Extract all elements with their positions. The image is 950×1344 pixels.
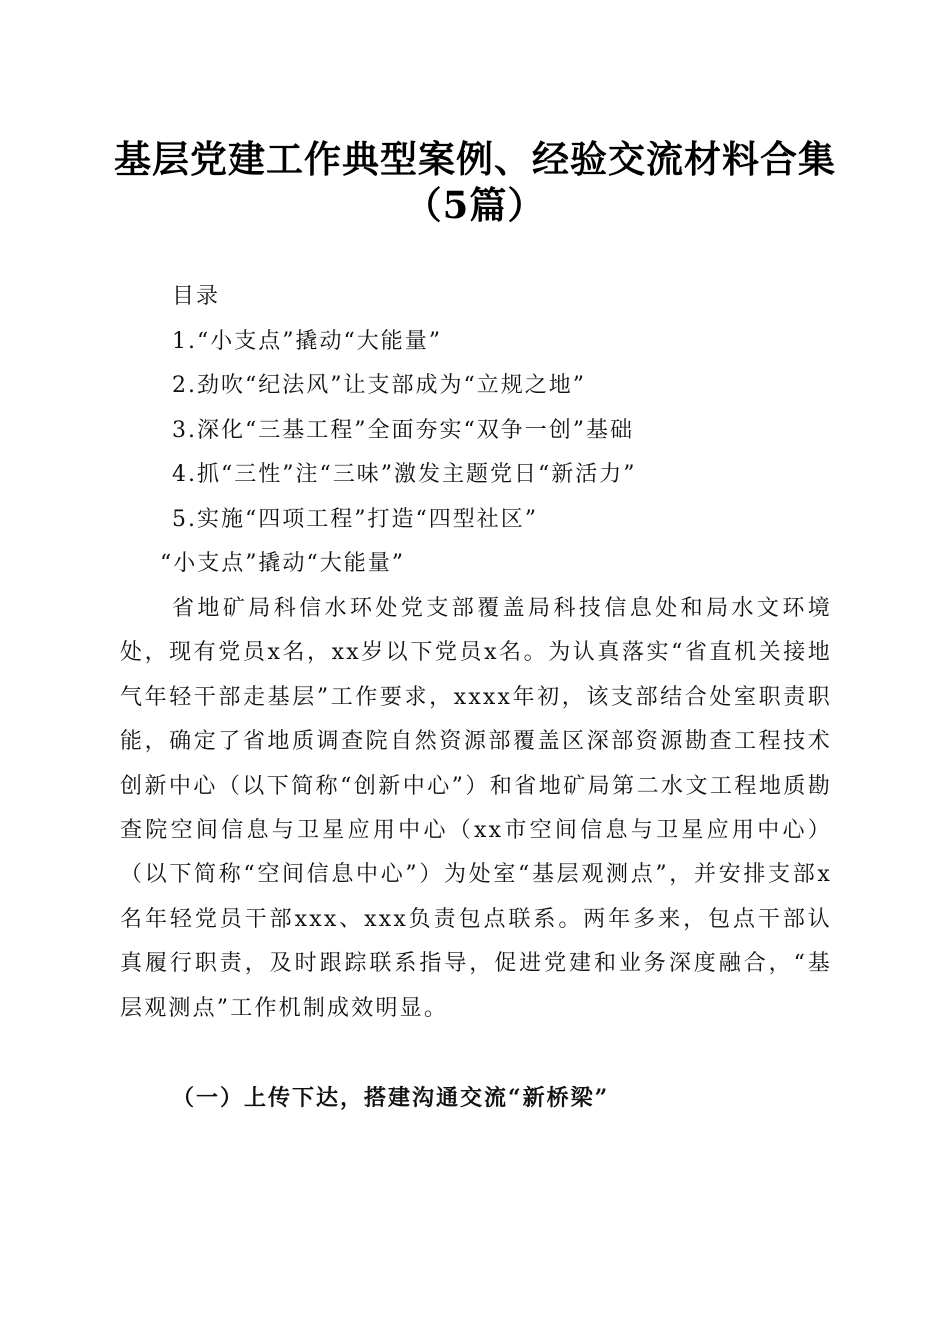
toc-item: 3.深化“三基工程”全面夯实“双争一创”基础 [172,418,634,443]
toc-item: 5.实施“四项工程”打造“四型社区” [172,507,538,532]
toc-label: 目录 [172,284,221,309]
document-title-count: （5篇） [404,183,546,227]
toc-item: 4.抓“三性”注“三味”激发主题党日“新活力” [172,462,637,487]
body-paragraph: 省地矿局科信水环处党支部覆盖局科技信息处和局水文环境处，现有党员x名，xx岁以下党员x名。为认真落实“省直机关接地气年轻干部走基层”工作要求，xxxx年初，该支部结合处室职责职能，确定了省地质调查院自然资源部覆盖区深部资源勘查工程技术创新中心（以下简称“创新中心”）和省地矿局第二水文工程地质勘查院空间信息与卫星应用中心（xx市空间信息与卫星应用中心）（以下简称“空间信息中心”）为处室“基层观测点”，并安排支部x名年轻党员干部xxx、xxx负责包点联系。两年多来，包点干部认真履行职责，及时跟踪联系指导，促进党建和业务深度融合，“基层观测点”工作机制成效明显。 [120,596,832,1021]
section-heading: （一）上传下达，搭建沟通交流“新桥梁” [172,1085,610,1111]
article-title: “小支点”撬动“大能量” [160,551,405,576]
toc-item: 2.劲吹“纪法风”让支部成为“立规之地” [172,373,586,398]
document-title: 基层党建工作典型案例、经验交流材料合集 [114,137,836,181]
toc-item: 1.“小支点”撬动“大能量” [172,329,442,354]
